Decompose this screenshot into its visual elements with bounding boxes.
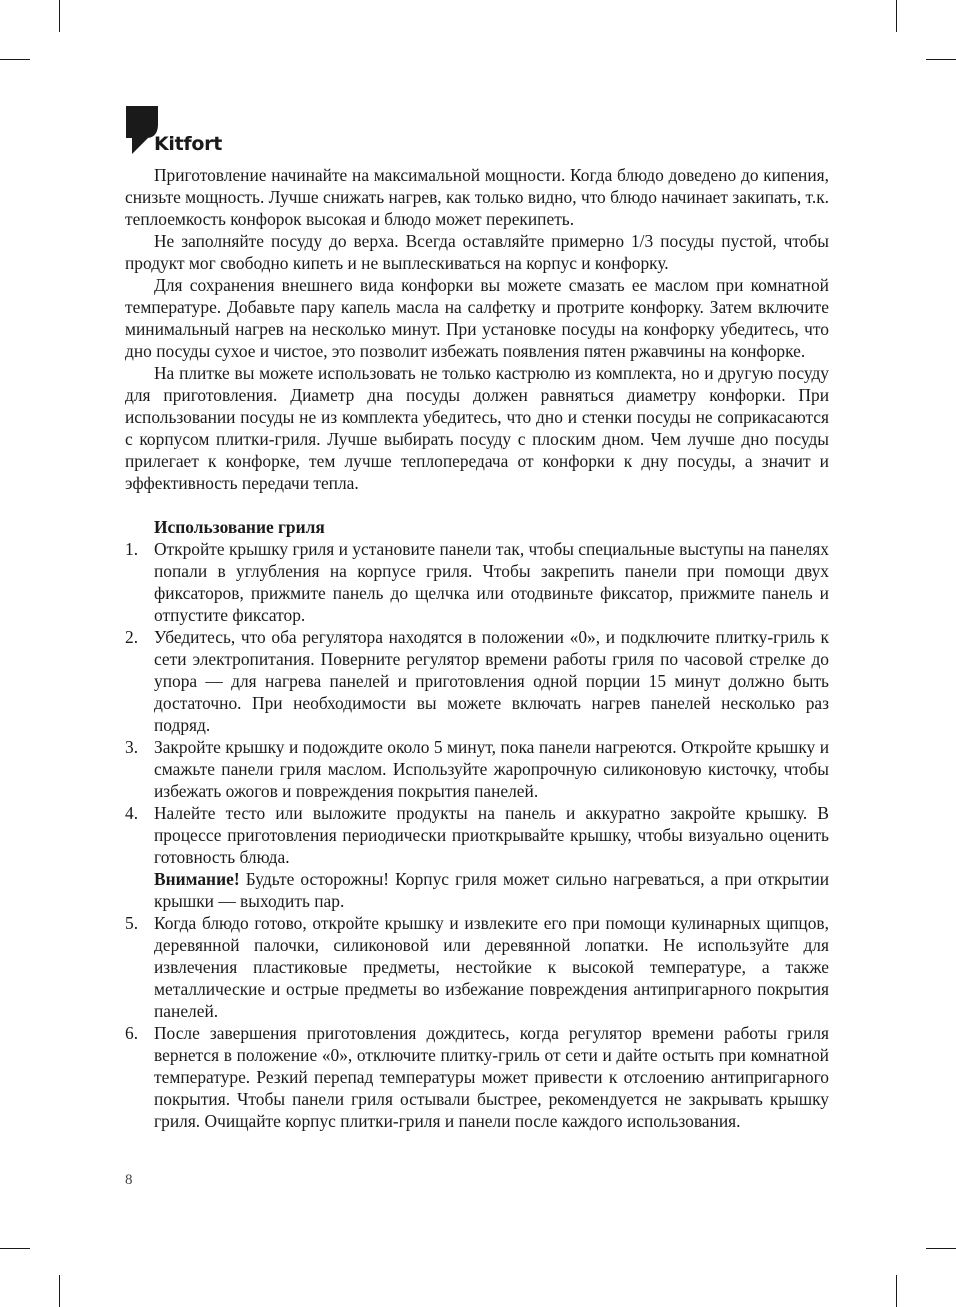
brand-name: Kitfort (154, 133, 222, 155)
list-item (125, 912, 829, 1022)
step-text: Откройте крышку гриля и установите панели так, чтобы специальные выступы на панелях попали в углубления на корпусе гриля. Чтобы закрепить панели при помощи двух фиксаторов, прижмите панель до щелчка или отодвиньте фиксатор, прижмите панель и отпустите фиксатор. (154, 539, 829, 625)
crop-mark-right-top (926, 59, 956, 60)
crop-mark-top-right (896, 0, 897, 32)
section-title: Использование гриля (154, 517, 325, 537)
step-number: 4. (125, 803, 139, 823)
step-text: После завершения приготовления дождитесь, когда регулятор времени работы гриля вернется в положение «0», отключите плитку-гриль от сети и дайте остыть при комнатной температуре. Резкий перепад температуры может привести к отслоению антипригарного покрытия. Чтобы панели гриля остывали быстрее, рекомендуется не закрывать крышку гриля. Очищайте корпус плитки-гриля и панели после каждого использования. (154, 1023, 829, 1131)
crop-mark-bottom-right (896, 1275, 897, 1307)
step-number: 6. (125, 1023, 139, 1043)
intro-paragraph-1: Приготовление начинайте на максимальной мощности. Когда блюдо доведено до кипения, снизьте мощность. Лучше снижать нагрев, как только видно, что блюдо начинает закипать, т.к. теплоемкость конфорок высокая и блюдо может перекипеть. (125, 165, 829, 229)
crop-mark-left-bottom (0, 1248, 30, 1249)
intro-paragraph-3: Для сохранения внешнего вида конфорки вы можете смазать ее маслом при комнатной температуре. Добавьте пару капель масла на салфетку и протрите конфорку. Затем включите минимальный нагрев на несколько минут. При установке посуды на конфорку убедитесь, что дно посуды сухое и чистое, это позволит избежать появления пятен ржавчины на конфорке. (125, 275, 829, 361)
warning-text: Будьте осторожны! Корпус гриля может сильно нагреваться, а при открытии крышки — выходить пар. (154, 869, 829, 911)
brand-logo (126, 106, 246, 158)
page-content (125, 164, 829, 1132)
intro-paragraph-2: Не заполняйте посуду до верха. Всегда оставляйте примерно 1/3 посуды пустой, чтобы продукт мог свободно кипеть и не выплескиваться на корпус и конфорку. (125, 231, 829, 273)
step-number: 3. (125, 737, 139, 757)
step-text: Закройте крышку и подождите около 5 минут, пока панели нагреются. Откройте крышку и смажьте панели гриля маслом. Используйте жаропрочную силиконовую кисточку, чтобы избежать ожогов и повреждения покрытия панелей. (154, 737, 829, 801)
intro-paragraph-4: На плитке вы можете использовать не только кастрюлю из комплекта, но и другую посуду для приготовления. Диаметр дна посуды должен равняться диаметру конфорки. При использовании посуды не из комплекта убедитесь, что дно и стенки посуды не соприкасаются с корпусом плитки-гриля. Лучше выбирать посуду с плоским дном. Чем лучше дно посуды прилегает к конфорке, тем лучше теплопередача от конфорки к дну посуды, а значит и эффективность передачи тепла. (125, 363, 829, 493)
crop-mark-left-top (0, 59, 30, 60)
warning-label: Внимание! (154, 869, 240, 889)
step-text: Налейте тесто или выложите продукты на панель и аккуратно закройте крышку. В процессе приготовления периодически приоткрывайте крышку, чтобы визуально оценить готовность блюда. (154, 803, 829, 867)
warning-note (154, 868, 829, 912)
step-number: 2. (125, 627, 139, 647)
crop-mark-right-bottom (926, 1248, 956, 1249)
step-number: 1. (125, 539, 139, 559)
list-item (125, 626, 829, 736)
list-item (125, 736, 829, 802)
steps-list (125, 538, 829, 1132)
crop-mark-top-left (59, 0, 60, 32)
list-item (125, 1022, 829, 1132)
crop-mark-bottom-left (59, 1275, 60, 1307)
list-item (125, 802, 829, 912)
page-number: 8 (125, 1172, 133, 1188)
step-number: 5. (125, 913, 139, 933)
list-item (125, 538, 829, 626)
step-text: Убедитесь, что оба регулятора находятся в положении «0», и подключите плитку-гриль к сети электропитания. Поверните регулятор времени работы гриля по часовой стрелке до упора — для нагрева панелей и приготовления одной порции 15 минут должно быть достаточно. При необходимости вы можете включать нагрев панелей несколько раз подряд. (154, 627, 829, 735)
step-text: Когда блюдо готово, откройте крышку и извлеките его при помощи кулинарных щипцов, деревянной палочки, силиконовой или деревянной лопатки. Не используйте для извлечения пластиковые предметы, нестойкие к высокой температуре, а также металлические и острые предметы во избежание повреждения антипригарного покрытия панелей. (154, 913, 829, 1021)
